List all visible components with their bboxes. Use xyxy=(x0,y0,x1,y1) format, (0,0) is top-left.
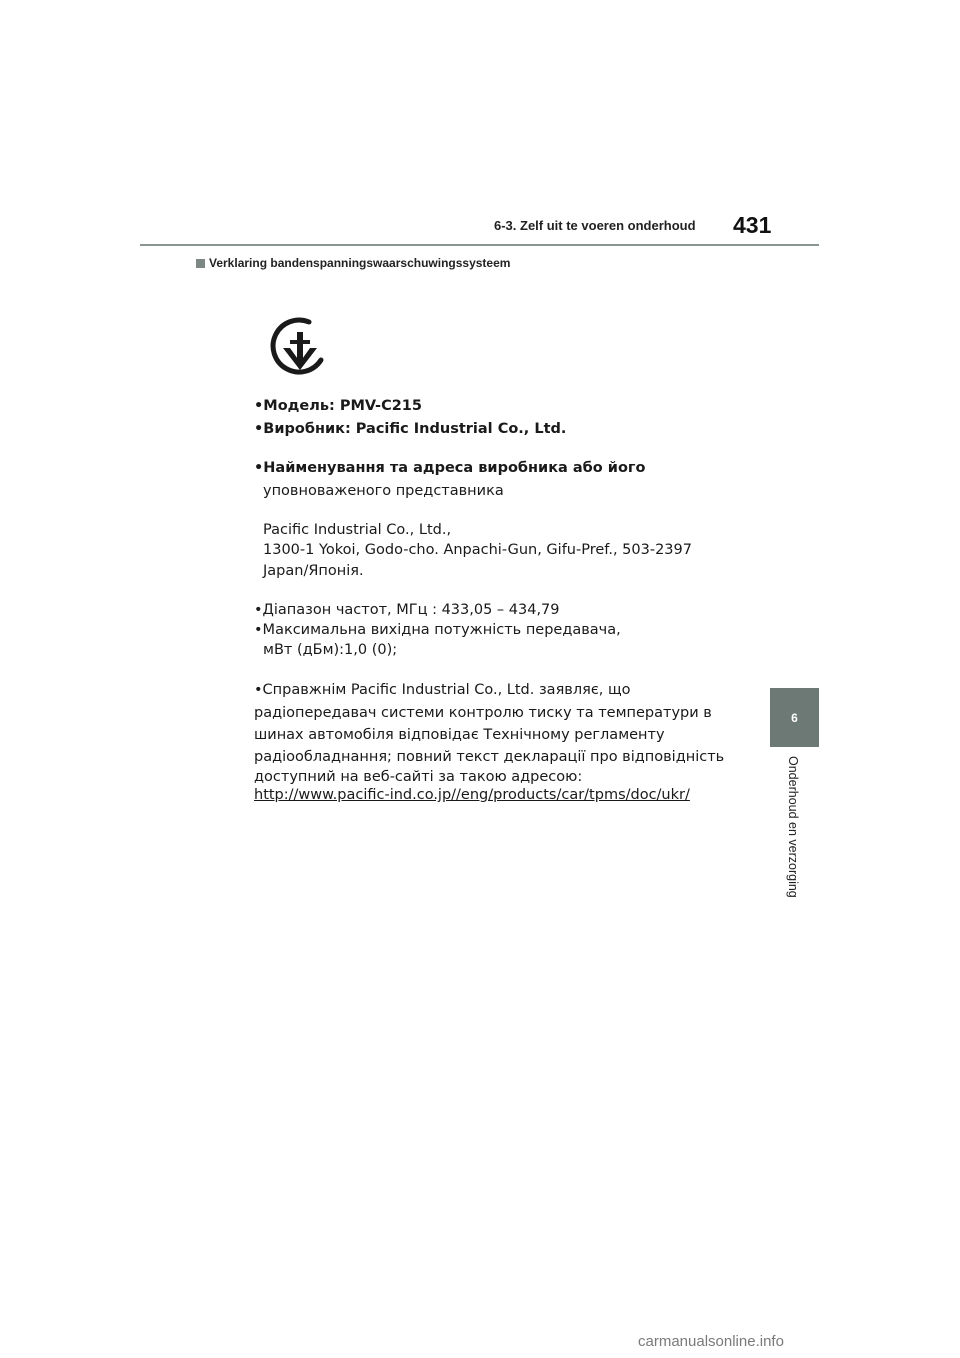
declaration-line: •Найменування та адреса виробника або його xyxy=(254,460,646,476)
ukraine-conformity-mark-icon xyxy=(269,312,331,386)
chapter-title: Onderhoud en verzorging xyxy=(786,756,800,898)
declaration-line: •Модель: PMV-C215 xyxy=(254,398,422,414)
section-heading-text: Verklaring bandenspanningswaarschuwingssysteem xyxy=(209,256,511,270)
header-section-title: 6-3. Zelf uit te voeren onderhoud xyxy=(494,218,696,233)
header-divider xyxy=(140,244,819,246)
declaration-line: доступний на веб-сайті за такою адресою: xyxy=(254,769,583,785)
declaration-line: Pacific Industrial Co., Ltd., xyxy=(263,522,452,538)
declaration-line: шинах автомобіля відповідає Технічному регламенту xyxy=(254,727,665,743)
footer-watermark: carmanualsonline.info xyxy=(638,1333,784,1350)
declaration-line: •Максимальна вихідна потужність передавача, xyxy=(254,622,621,638)
declaration-line: •Виробник: Pacific Industrial Co., Ltd. xyxy=(254,421,567,437)
declaration-line: радіообладнання; повний текст декларації про відповідність xyxy=(254,749,725,765)
declaration-line: •Справжнім Pacific Industrial Co., Ltd. заявляє, що xyxy=(254,682,631,698)
square-bullet-icon xyxy=(196,259,205,268)
section-heading xyxy=(196,256,510,270)
declaration-url-link[interactable]: http://www.pacific-ind.co.jp//eng/products/car/tpms/doc/ukr/ xyxy=(254,787,690,803)
page-number: 431 xyxy=(733,212,772,238)
declaration-line: радіопередавач системи контролю тиску та температури в xyxy=(254,705,712,721)
declaration-line: 1300-1 Yokoi, Godo-cho. Anpachi-Gun, Gifu-Pref., 503-2397 xyxy=(263,542,692,558)
declaration-line: мВт (дБм):1,0 (0); xyxy=(263,642,398,658)
declaration-line: уповноваженого представника xyxy=(263,483,504,499)
declaration-line: Japan/Японія. xyxy=(263,563,364,579)
chapter-tab xyxy=(770,688,819,747)
chapter-number: 6 xyxy=(791,710,798,725)
declaration-line: •Діапазон частот, МГц : 433,05 – 434,79 xyxy=(254,602,560,618)
